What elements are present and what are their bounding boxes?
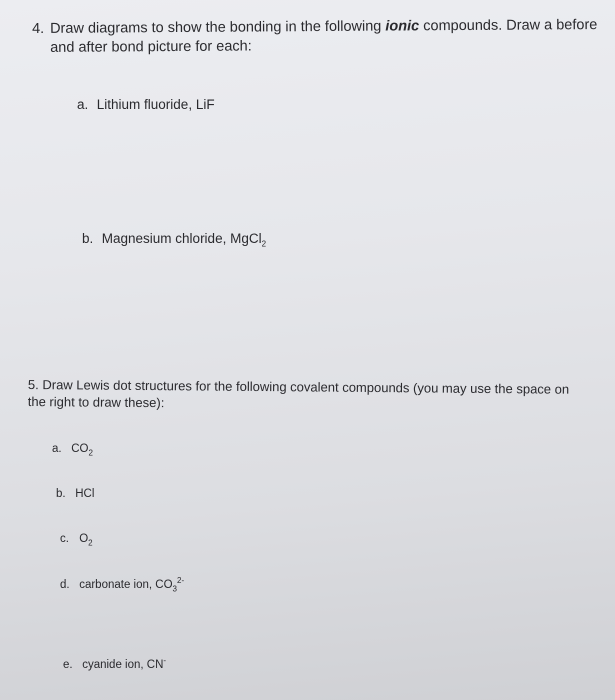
item-marker: e.	[63, 658, 73, 671]
question-5-prompt: Draw Lewis dot structures for the following covalent compounds (you may use the space on the right to draw these):	[27, 377, 570, 411]
q5-item-d	[60, 576, 184, 593]
compound-name: carbonate ion,	[79, 578, 153, 591]
compound-formula: LiF	[195, 97, 215, 112]
q5-item-b	[56, 488, 94, 500]
compound-name: Magnesium chloride,	[101, 231, 227, 246]
compound-formula: $CO_3^{2-}$	[155, 576, 185, 594]
compound-formula: HCl	[75, 488, 95, 500]
q5-item-c	[60, 533, 93, 547]
prompt-text-after: compounds. Draw a before and after bond picture for each:	[50, 17, 598, 56]
item-marker: b.	[82, 231, 94, 246]
prompt-emphasis: ionic	[385, 18, 420, 35]
question-number: 5.	[27, 376, 39, 393]
q5-item-a	[52, 443, 93, 457]
question-number: 4.	[32, 20, 45, 37]
question-5	[28, 376, 588, 415]
compound-formula: $O_2$	[79, 533, 93, 548]
item-marker: d.	[60, 578, 70, 591]
q5-item-e	[63, 656, 166, 671]
q4-item-b	[82, 231, 266, 249]
item-marker: a.	[52, 443, 62, 455]
question-4-prompt	[50, 16, 607, 58]
compound-formula: MgCl$_2$	[230, 231, 267, 249]
item-marker: c.	[60, 533, 69, 545]
compound-name: Lithium fluoride,	[96, 97, 193, 112]
item-marker: a.	[77, 97, 89, 112]
compound-formula: $CO_2$	[71, 443, 93, 458]
question-4	[32, 16, 607, 58]
compound-formula: CN-	[146, 656, 167, 671]
compound-name: cyanide ion,	[82, 658, 144, 671]
q4-item-a	[77, 97, 215, 112]
item-marker: b.	[56, 488, 66, 500]
prompt-text-before: Draw diagrams to show the bonding in the following	[50, 18, 382, 37]
